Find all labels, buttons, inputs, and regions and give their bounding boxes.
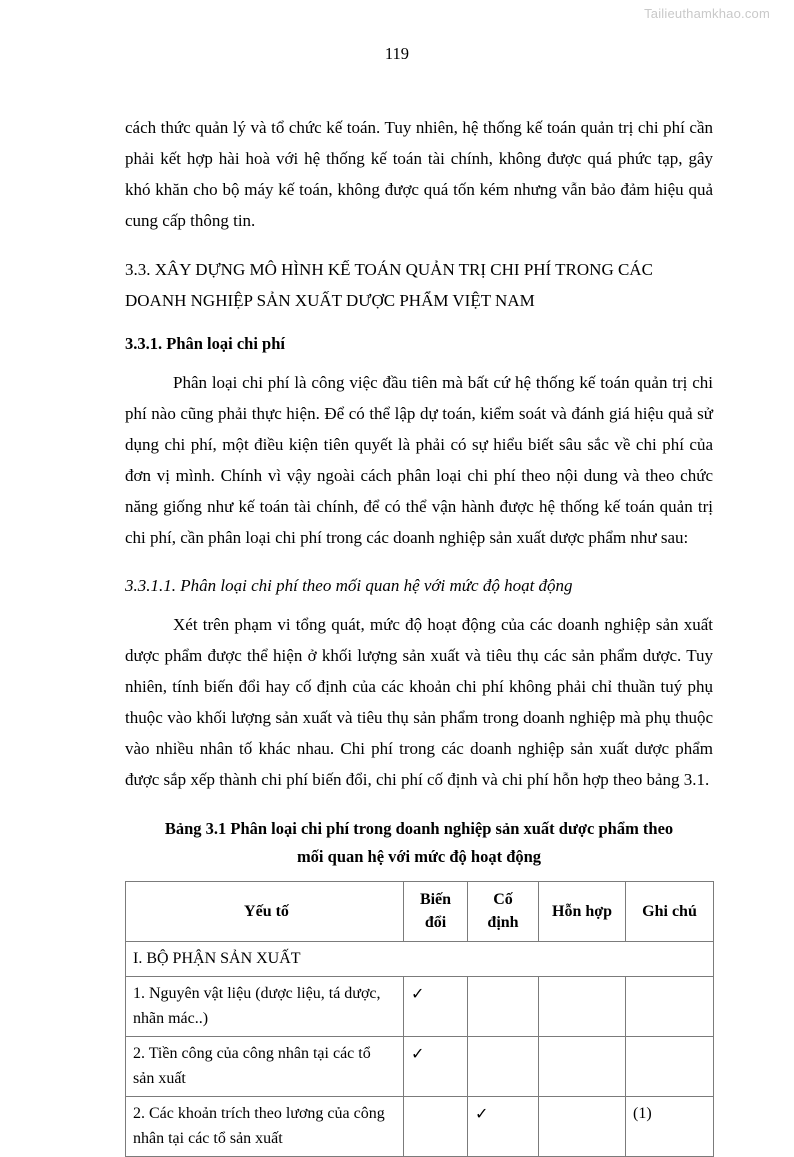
- subsection-heading-3-3-1: 3.3.1. Phân loại chi phí: [125, 334, 285, 353]
- spacer: [125, 359, 713, 367]
- page-number: 119: [384, 44, 410, 63]
- section-heading-3-3: [125, 254, 713, 316]
- paragraph-body-1: Phân loại chi phí là công việc đầu tiên mà bất cứ hệ thống kế toán quản trị chi phí nào cũng phải thực hiện. Để có thể lập dự toán, kiểm soát và đánh giá hiệu quả sử dụng chi phí, một điều kiện tiên quyết là phải có sự hiểu biết sâu sắc về chi phí của đơn vị mình. Chính vì vậy ngoài cách phân loại chi phí theo nội dung và theo chức năng giống như kế toán tài chính, để có thể vận hành được hệ thống kế toán quản trị chi phí, cần phân loại chi phí trong các doanh nghiệp sản xuất dược phẩm như sau:: [125, 373, 713, 547]
- table-cell-hon-hop: [539, 977, 626, 1037]
- spacer: [125, 601, 713, 609]
- table-cell-co-dinh: [468, 1037, 539, 1097]
- table-cell-co-dinh: ✓: [468, 1097, 539, 1157]
- column-header-co-dinh-line-2: định: [487, 914, 519, 931]
- table-cell-bien-doi: ✓: [404, 1037, 468, 1097]
- column-header-co-dinh-line-1: Cố: [493, 891, 513, 908]
- table-row: [126, 1097, 714, 1157]
- table-cell-label: 2. Các khoản trích theo lương của công nhân tại các tổ sản xuất: [126, 1097, 404, 1157]
- table-cell-bien-doi: ✓: [404, 977, 468, 1037]
- column-header-ghi-chu: Ghi chú: [626, 882, 714, 942]
- table-cell-label: 2. Tiền công của công nhân tại các tổ sản xuất: [126, 1037, 404, 1097]
- subsubsection-heading-3-3-1-1: 3.3.1.1. Phân loại chi phí theo mối quan hệ với mức độ hoạt động: [125, 576, 573, 595]
- table-row: [126, 1037, 714, 1097]
- table-body: [126, 942, 714, 1157]
- table-group-row: [126, 942, 714, 977]
- table-cell-label: 1. Nguyên vật liệu (dược liệu, tá dược, nhãn mác..): [126, 977, 404, 1037]
- paragraph-intro: cách thức quản lý và tổ chức kế toán. Tuy nhiên, hệ thống kế toán quản trị chi phí cần phải kết hợp hài hoà với hệ thống kế toán tài chính, không được quá phức tạp, gây khó khăn cho bộ máy kế toán, không được quá tốn kém nhưng vẫn bảo đảm hiệu quả cung cấp thông tin.: [125, 118, 713, 230]
- column-header-bien-doi: [404, 882, 468, 942]
- table-cell-co-dinh: [468, 977, 539, 1037]
- table-caption: [125, 815, 713, 871]
- cost-classification-table: [125, 881, 714, 1157]
- table-cell-ghi-chu: [626, 977, 714, 1037]
- column-header-hon-hop: Hỗn hợp: [539, 882, 626, 942]
- column-header-co-dinh: [468, 882, 539, 942]
- table-caption-line-1: Bảng 3.1 Phân loại chi phí trong doanh nghiệp sản xuất dược phẩm theo: [164, 819, 674, 838]
- watermark-text: Tailieuthamkhao.com: [644, 6, 770, 21]
- table-group-row-label: I. BỘ PHẬN SẢN XUẤT: [126, 942, 714, 977]
- section-heading-line-1: 3.3. XÂY DỰNG MÔ HÌNH KẾ TOÁN QUẢN TRỊ CHI PHÍ TRONG CÁC: [125, 260, 653, 279]
- table-row: [126, 977, 714, 1037]
- table-cell-hon-hop: [539, 1097, 626, 1157]
- paragraph-body-2: Xét trên phạm vi tổng quát, mức độ hoạt động của các doanh nghiệp sản xuất dược phẩm được thể hiện ở khối lượng sản xuất và tiêu thụ các sản phẩm dược. Tuy nhiên, tính biến đổi hay cố định của các khoản chi phí không phải chỉ thuần tuý phụ thuộc vào khối lượng sản xuất và tiêu thụ sản phẩm trong doanh nghiệp mà phụ thuộc vào nhiều nhân tố khác nhau. Chi phí trong các doanh nghiệp sản xuất dược phẩm được sắp xếp thành chi phí biến đổi, chi phí cố định và chi phí hỗn hợp theo bảng 3.1.: [125, 615, 713, 789]
- column-header-bien-doi-line-2: đổi: [424, 914, 447, 931]
- table-cell-ghi-chu: [626, 1037, 714, 1097]
- column-header-yeu-to: Yếu tố: [126, 882, 404, 942]
- table-header-row: [126, 882, 714, 942]
- table-cell-ghi-chu: (1): [626, 1097, 714, 1157]
- table-header: [126, 882, 714, 942]
- page-content: [125, 112, 713, 1157]
- column-header-bien-doi-line-1: Biến: [419, 891, 452, 908]
- table-cell-hon-hop: [539, 1037, 626, 1097]
- section-heading-line-2: DOANH NGHIỆP SẢN XUẤT DƯỢC PHẨM VIỆT NAM: [125, 291, 535, 310]
- table-cell-bien-doi: [404, 1097, 468, 1157]
- table-caption-line-2: mối quan hệ với mức độ hoạt động: [296, 847, 542, 866]
